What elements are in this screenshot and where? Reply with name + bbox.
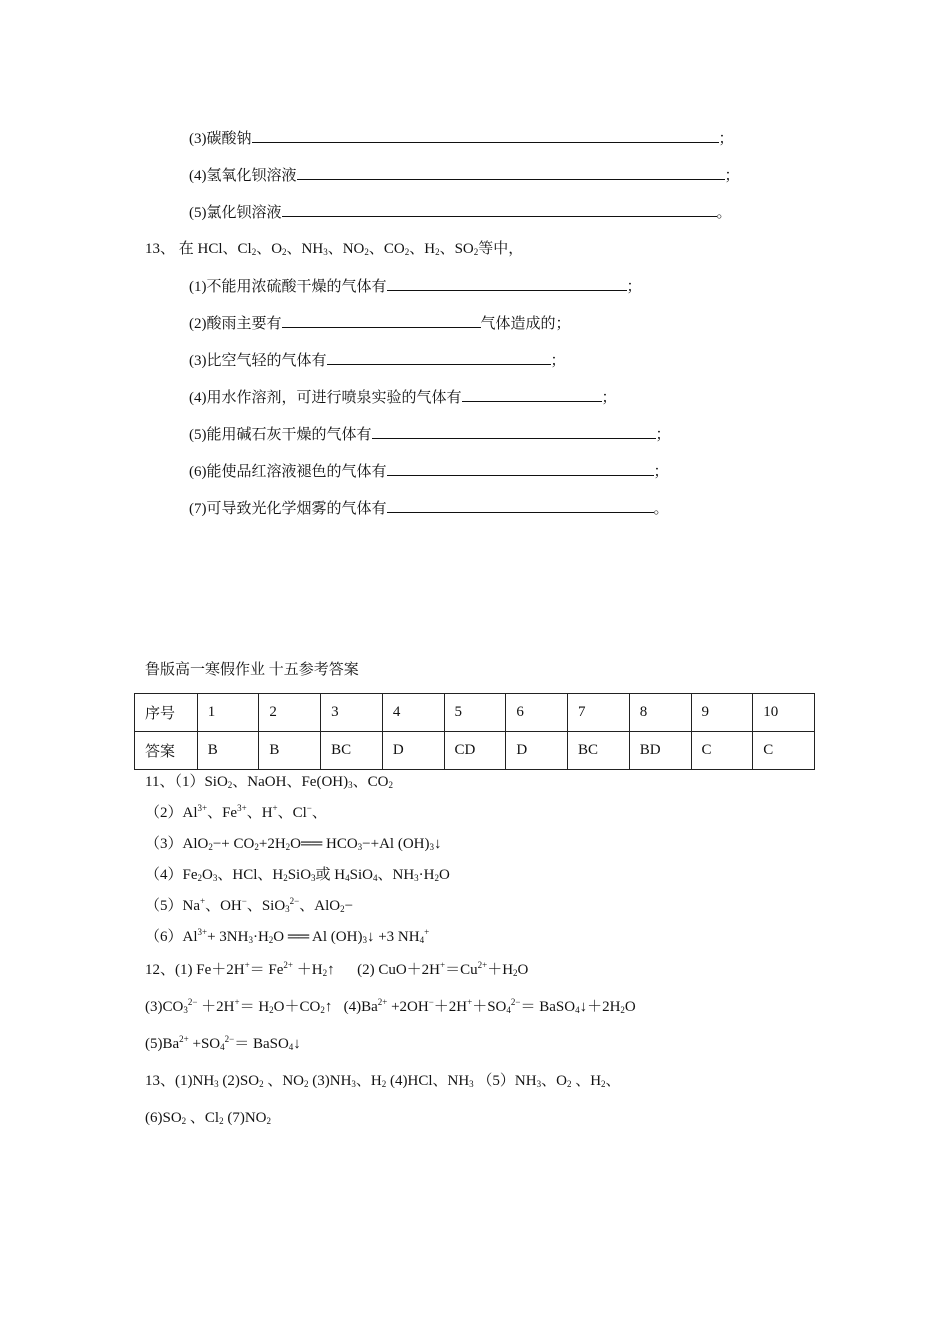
superscript: + (234, 997, 240, 1007)
q13-intro (145, 239, 523, 259)
text-fragment: 11、（1）SiO (145, 774, 228, 790)
text-fragment: 等中， (478, 241, 524, 257)
text-fragment: (4)用水作溶剂，可进行喷泉实验的气体有 (189, 390, 462, 406)
subscript: 2 (364, 247, 369, 257)
text-fragment: （5）NH (473, 1073, 537, 1089)
text-fragment: O (202, 867, 213, 883)
text-fragment: 、NO (327, 241, 365, 257)
text-fragment: +SO (188, 1036, 221, 1052)
superscript: 2+ (377, 997, 388, 1007)
superscript: 2+ (179, 1034, 189, 1044)
subscript: 4 (345, 873, 350, 883)
table-cell: B (197, 732, 259, 770)
text-fragment: 、Cl (186, 1110, 220, 1126)
subscript: 2 (283, 873, 288, 883)
superscript: − (428, 997, 434, 1007)
text-fragment: (4)HCl、NH (386, 1073, 470, 1089)
subscript: 2 (254, 842, 259, 852)
superscript: 3+ (197, 927, 208, 937)
answer-blank[interactable] (252, 128, 719, 143)
text-fragment: 、SO (439, 241, 474, 257)
table-cell: C (691, 732, 753, 770)
subscript: 2 (269, 1005, 274, 1015)
text-fragment: (4)氢氧化钡溶液 (189, 168, 297, 184)
text-fragment: ↓ (434, 836, 442, 852)
answer-blank[interactable] (297, 165, 725, 180)
subscript: 4 (372, 873, 378, 883)
superscript: + (244, 960, 250, 970)
table-cell: 7 (568, 694, 630, 732)
answer-11-line-5 (145, 896, 353, 916)
text-fragment: O (438, 867, 450, 883)
subscript: 3 (348, 780, 353, 790)
subscript: 2 (197, 873, 203, 883)
text-fragment: (3)碳酸钠 (189, 131, 252, 147)
text-fragment: 、NH (377, 867, 415, 883)
subscript: 3 (311, 873, 316, 883)
text-fragment: (7)可导致光化学烟雾的气体有 (189, 501, 387, 517)
text-fragment: ↓＋2H (579, 999, 621, 1015)
text-fragment: 、CO (368, 241, 405, 257)
table-cell: 10 (753, 694, 815, 732)
text-fragment: 、SiO (246, 898, 286, 914)
subscript: 3 (429, 842, 434, 852)
text-fragment: ↓ +3 NH (366, 929, 420, 945)
q12-item-3 (189, 128, 734, 149)
superscript: + (272, 803, 278, 813)
text-fragment: ； (550, 353, 566, 369)
text-fragment: 。 (716, 205, 732, 221)
superscript: 2+ (477, 960, 488, 970)
text-fragment: 、AlO (299, 898, 341, 914)
text-fragment: ＋2H (433, 999, 468, 1015)
text-fragment: (5)Ba (145, 1036, 180, 1052)
subscript: 3 (323, 247, 328, 257)
superscript: 3+ (237, 803, 247, 813)
text-fragment: −+Al (OH) (362, 836, 430, 852)
subscript: 2 (434, 873, 439, 883)
subscript: 2 (381, 1079, 387, 1089)
text-fragment: (5)氯化钡溶液 (189, 205, 282, 221)
q13-item-5 (189, 424, 671, 445)
text-fragment: SiO (349, 867, 373, 883)
subscript: 3 (214, 1079, 219, 1089)
answer-blank[interactable] (387, 461, 654, 476)
answers-title: 鲁版高一寒假作业 十五参考答案 (145, 662, 359, 678)
answer-blank[interactable] (282, 313, 481, 328)
superscript: + (467, 997, 473, 1007)
q13-item-3 (189, 350, 566, 371)
text-fragment: O (624, 999, 636, 1015)
subscript: 2 (320, 1005, 325, 1015)
superscript: 3+ (197, 803, 208, 813)
table-cell: 2 (259, 694, 321, 732)
text-fragment: ＋SO (472, 999, 507, 1015)
table-cell: BD (629, 732, 691, 770)
text-fragment: ·H (252, 929, 269, 945)
subscript: 2 (322, 968, 328, 978)
text-fragment: ↑ (324, 999, 333, 1015)
subscript: 3 (536, 1079, 542, 1089)
table-cell: BC (568, 732, 630, 770)
subscript: 2 (208, 842, 213, 852)
text-fragment: 、H (355, 1073, 382, 1089)
text-fragment: SiO (287, 867, 312, 883)
subscript: 2 (219, 1116, 224, 1126)
text-fragment: +2H (258, 836, 286, 852)
answer-11-line-2 (145, 803, 327, 823)
text-fragment: (5)能用碱石灰干燥的气体有 (189, 427, 372, 443)
text-fragment: 13、 (145, 241, 176, 257)
q13-item-7 (189, 498, 669, 519)
text-fragment: 、H (409, 241, 436, 257)
subscript: 2 (285, 842, 291, 852)
text-fragment: (2) CuO＋2H (357, 962, 441, 978)
text-fragment: 、NaOH、Fe(OH) (232, 774, 349, 790)
table-cell: 6 (506, 694, 568, 732)
answer-13-line-1 (145, 1071, 621, 1091)
subscript: 3 (285, 904, 290, 914)
subscript: 3 (183, 1005, 188, 1015)
text-fragment: (2)SO (218, 1073, 260, 1089)
q13-item-2 (189, 313, 571, 334)
text-fragment: 13、(1)NH (145, 1073, 215, 1089)
answer-11-line-1 (145, 772, 393, 792)
subscript: 2 (435, 247, 440, 257)
subscript: 3 (212, 873, 218, 883)
table-cell: CD (444, 732, 506, 770)
text-fragment: 、O (541, 1073, 567, 1089)
text-fragment: 、NO (263, 1073, 304, 1089)
answer-table (134, 693, 815, 770)
text-fragment: 、H (571, 1073, 602, 1089)
subscript: 3 (414, 873, 419, 883)
q12-item-5 (189, 202, 732, 223)
text-fragment: (6)能使品红溶液褪色的气体有 (189, 464, 387, 480)
subscript: 2 (388, 780, 393, 790)
text-fragment: ； (601, 390, 617, 406)
text-fragment: ； (653, 464, 669, 480)
superscript: 2− (224, 1034, 235, 1044)
subscript: 2 (251, 247, 257, 257)
superscript: − (306, 803, 312, 813)
text-fragment: 、 (311, 805, 327, 821)
subscript: 4 (288, 1042, 294, 1052)
table-cell: B (259, 732, 321, 770)
subscript: 3 (362, 935, 367, 945)
table-cell: D (506, 732, 568, 770)
superscript: − (241, 896, 247, 906)
answer-12-line-2 (145, 997, 636, 1017)
q13-item-1 (189, 276, 642, 297)
text-fragment: ＝ BaSO (520, 999, 576, 1015)
text-fragment: ＋2H (197, 999, 235, 1015)
text-fragment: ； (724, 168, 740, 184)
text-fragment: + 3NH (207, 929, 249, 945)
text-fragment: 或 H (315, 867, 346, 883)
text-fragment: 气体造成的； (480, 316, 571, 332)
subscript: 2 (181, 1116, 187, 1126)
text-fragment: 。 (653, 501, 669, 517)
subscript: 2 (404, 247, 410, 257)
text-fragment: O (517, 962, 529, 978)
text-fragment: −+ CO (212, 836, 255, 852)
answer-blank[interactable] (282, 202, 717, 217)
text-fragment: 、HCl、H (217, 867, 284, 883)
subscript: 4 (575, 1005, 580, 1015)
table-cell: 3 (321, 694, 383, 732)
table-row (135, 732, 815, 770)
text-fragment: (4)Ba (343, 999, 378, 1015)
q13-item-4 (189, 387, 617, 408)
answer-blank[interactable] (372, 424, 656, 439)
text-fragment: 在 HCl、Cl (178, 241, 252, 257)
text-fragment: (3)CO (145, 999, 184, 1015)
answer-blank[interactable] (462, 387, 602, 402)
superscript: 2− (510, 997, 521, 1007)
text-fragment: ＝ BaSO (234, 1036, 289, 1052)
table-cell: 1 (197, 694, 259, 732)
text-fragment: 、OH (205, 898, 242, 914)
table-cell: C (753, 732, 815, 770)
text-fragment: (3)比空气轻的气体有 (189, 353, 327, 369)
table-cell: 序号 (135, 694, 198, 732)
answer-blank[interactable] (387, 276, 627, 291)
table-cell: 8 (629, 694, 691, 732)
answer-12-line-1 (145, 960, 528, 980)
table-row (135, 694, 815, 732)
table-cell: BC (321, 732, 383, 770)
text-fragment: （6）Al (145, 929, 198, 945)
text-fragment: ； (718, 131, 734, 147)
subscript: 2 (473, 247, 479, 257)
subscript: 2 (227, 780, 233, 790)
q12-item-4 (189, 165, 740, 186)
text-fragment: (6)SO (145, 1110, 182, 1126)
answer-11-line-6 (145, 927, 429, 947)
answer-12-line-3 (145, 1034, 301, 1054)
subscript: 2 (304, 1079, 309, 1089)
subscript: 2 (513, 968, 518, 978)
text-fragment: O══ HCO (290, 836, 358, 852)
text-fragment: ＋H (487, 962, 514, 978)
superscript: + (440, 960, 446, 970)
text-fragment: ＋H (293, 962, 323, 978)
answer-11-line-4 (145, 865, 450, 885)
subscript: 2 (620, 1005, 625, 1015)
subscript: 3 (351, 1079, 356, 1089)
subscript: 3 (357, 842, 363, 852)
table-cell: 9 (691, 694, 753, 732)
text-fragment: 、NH (286, 241, 324, 257)
superscript: + (424, 927, 430, 937)
text-fragment: 、CO (352, 774, 389, 790)
subscript: 2 (282, 247, 287, 257)
superscript: 2− (289, 896, 300, 906)
text-fragment: 12、(1) Fe＋2H (145, 962, 245, 978)
table-cell: 答案 (135, 732, 198, 770)
text-fragment: 、 (605, 1073, 621, 1089)
table-cell: 5 (444, 694, 506, 732)
answer-11-line-3 (145, 834, 442, 854)
subscript: 3 (469, 1079, 474, 1089)
text-fragment: ＝Cu (445, 962, 478, 978)
answer-blank[interactable] (327, 350, 551, 365)
subscript: 2 (601, 1079, 606, 1089)
superscript: 2− (187, 997, 198, 1007)
subscript: 2 (259, 1079, 264, 1089)
text-fragment: 、Fe (207, 805, 238, 821)
subscript: 4 (506, 1005, 511, 1015)
text-fragment: ； (655, 427, 671, 443)
text-fragment: （4）Fe (145, 867, 198, 883)
superscript: + (200, 896, 206, 906)
subscript: 3 (248, 935, 253, 945)
text-fragment: (2)酸雨主要有 (189, 316, 282, 332)
q13-item-6 (189, 461, 669, 482)
text-fragment: ＝ Fe (249, 962, 284, 978)
subscript: 2 (266, 1116, 272, 1126)
text-fragment: ＝ H (239, 999, 270, 1015)
text-fragment: 、O (256, 241, 283, 257)
text-fragment: （5）Na (145, 898, 200, 914)
subscript: 2 (340, 904, 345, 914)
text-fragment: O＋CO (273, 999, 321, 1015)
text-fragment: ↑ (327, 962, 335, 978)
text-fragment: (3)NH (308, 1073, 352, 1089)
text-fragment: (1)不能用浓硫酸干燥的气体有 (189, 279, 387, 295)
subscript: 2 (566, 1079, 572, 1089)
text-fragment: ↓ (293, 1036, 301, 1052)
answer-13-line-2 (145, 1108, 271, 1128)
text-fragment: +2OH (387, 999, 429, 1015)
subscript: 4 (419, 935, 425, 945)
subscript: 4 (220, 1042, 225, 1052)
text-fragment: (7)NO (223, 1110, 267, 1126)
text-fragment: O ══ Al (OH) (273, 929, 363, 945)
text-fragment: − (344, 898, 354, 914)
subscript: 2 (268, 935, 274, 945)
text-fragment: ； (626, 279, 642, 295)
table-cell: 4 (382, 694, 444, 732)
text-fragment: ·H (418, 867, 435, 883)
table-cell: D (382, 732, 444, 770)
text-fragment: （2）Al (145, 805, 198, 821)
text-fragment: （3）AlO (145, 836, 209, 852)
superscript: 2+ (283, 960, 293, 970)
text-fragment: 、Cl (277, 805, 307, 821)
text-fragment: 、H (246, 805, 273, 821)
answer-blank[interactable] (387, 498, 654, 513)
